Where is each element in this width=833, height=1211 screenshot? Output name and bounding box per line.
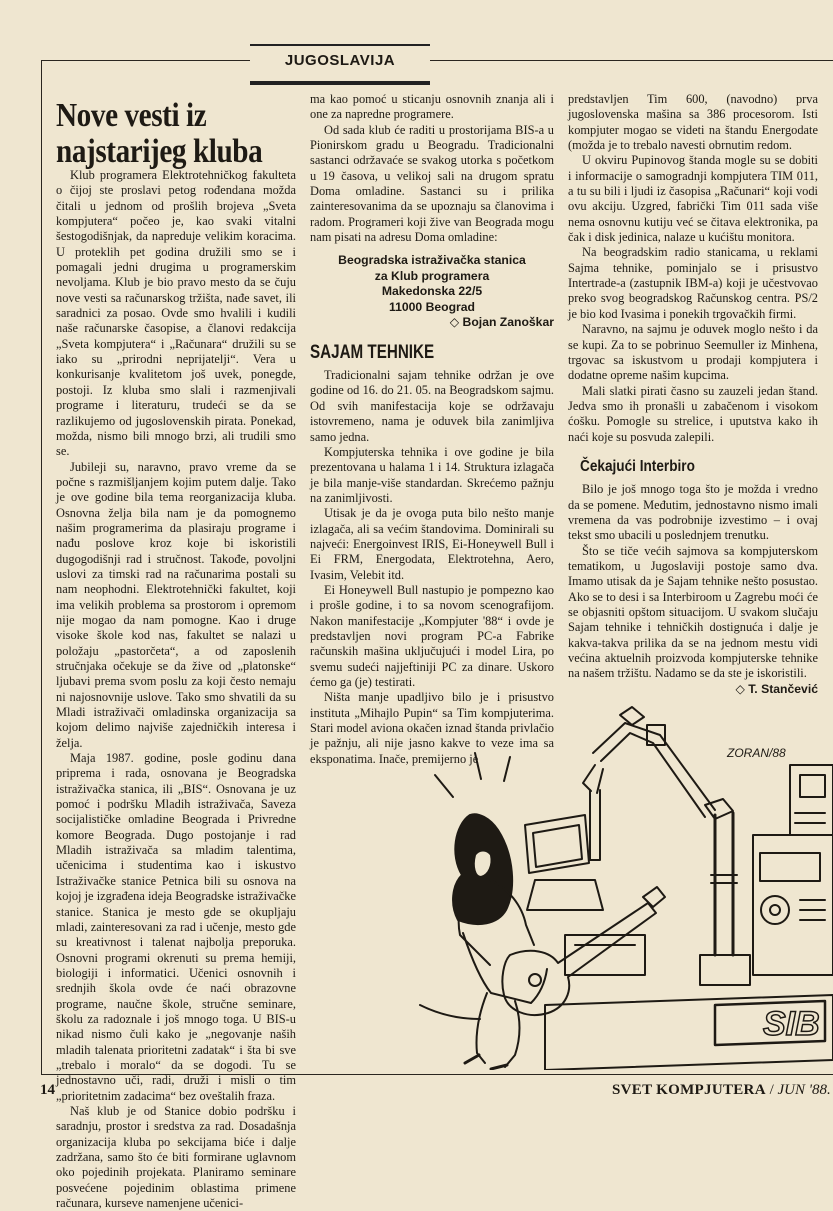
author-signature: ◇ Bojan Zanoškar [449,315,554,330]
club-address [310,253,554,315]
paragraph: Ei Honeywell Bull nastupio je pompezno kao i prošle godine, i to sa novom scenografijom. Nakon manifestacije „Kompjuter '88“ i ovde je predstavljen novi program PC-a Fabrike računskih mašina uključujući i model Lira, po svemu sudeći najjeftiniji PC za dinare. Uskoro ćemo ga (je) testirati. [310,582,554,689]
article-headline [56,98,271,170]
paragraph: Što se tiče većih sajmova sa kompjuterskom tematikom, u Jugoslaviji postoje samo dva. Imamo utisak da je Sajam tehnike nešto posustao. Ako se to desi i sa Interbiroom u Zagrebu moći će se objasniti opštom situacijom. U svakom slučaju Sajam tehnike i tehničkih dostignuća i dalje je kakva-takva prilika da se na jednom mestu vidi većina aktuelnih proizvoda kompjuterske tehnike na našem tržištu. Nadamo se da ste je iskoristili. [568,543,818,681]
headline-line-2: najstarijeg kluba [56,133,263,170]
address-line: za Klub programera [374,268,490,283]
paragraph: Od sada klub će raditi u prostorijama BIS-a u Pionirskom gradu u Beogradu. Tradicionalni sastanci održavaće se svakog utorka s početkom u 19 časova, u velikoj sali na drugom spratu Doma omladine. Sastanci su i prilika zainteresovanima da se upoznaju sa članovima i radom. Programeri koji žive van Beograda mogu nam pisati na adresu Doma omladine: [310,122,554,245]
section-heading-interbiro: Čekajući Interbiro [580,457,695,475]
paragraph: Naš klub je od Stanice dobio podršku i saradnju, prostor i sredstva za rad. Dosadašnja organizacija kluba po sekcijama biće i dalje zadržana, samo što će biti formirane uglavnom oko pojedinih projekata. Planiramo seminare posvećene pojedinim oblastima primene računara, kurseve namenjene učenici- [56,1103,296,1211]
section-rule-bottom [250,81,430,85]
paragraph: Bilo je još mnogo toga što je možda i vredno da se pomene. Međutim, jednostavno nismo imali vremena da vas podrobnije izvestimo – i ovaj tekst smo ubacili u poslednjem trenutku. [568,482,818,543]
column-3 [568,92,818,697]
cartoon-illustration [415,705,833,1070]
section-rule-top [250,44,430,46]
magazine-name: SVET KOMPJUTERA [612,1082,766,1098]
headline-line-1: Nove vesti iz [56,97,207,134]
footer-separator: / [765,1082,778,1098]
address-line: Makedonska 22/5 [381,284,483,299]
author-signature: ◇ T. Stančević [735,681,818,696]
paragraph: Ništa manje upadljivo bilo je i prisustvo instituta „Mihajlo Pupin“ sa Tim kompjuterima. Stari model aviona okačen iznad štanda privlačio je pažnju, ali nije jasno kakve to veze ima sa eksponatima. Inače, premijerno je [310,690,554,766]
column-1 [56,168,296,1211]
cartoon-sign-text: SIB [763,1005,820,1043]
cartoon-artist-signature: ZORAN/88 [727,746,786,760]
paragraph: ma kao pomoć u sticanju osnovnih znanja ali i one za napredne programere. [310,92,554,122]
paragraph: Mali slatki pirati časno su zauzeli jedan štand. Jedva smo ih pronašli u zabačenom i visokom ćošku. Pomogle su strelice, i uputstva kako ih naći koje su posvuda zalepili. [568,383,818,444]
section-heading-sajam: SAJAM TEHNIKE [310,341,435,363]
magazine-footer [612,1082,831,1099]
paragraph: Na beogradskim radio stanicama, u reklami Sajma tehnike, pominjalo se i prisustvo Intertrade-a (zastupnik IBM-a) koji je učestvovao preko svog beogradskog Računskog centra. PS/2 je bio kod Ivasima i ponekih trgovačkih firmi. [568,245,818,321]
column-2 [310,92,554,767]
issue-date: JUN '88. [777,1082,831,1098]
paragraph: predstavljen Tim 600, (navodno) prva jugoslovenska mašina sa 386 procesorom. Isti kompjuter mogao se videti na štandu Energodate (možda je to trebalo navesti obrnutim redom. [568,92,818,153]
address-line: 11000 Beograd [388,299,476,314]
frame-line-top-left [41,60,250,61]
paragraph: Maja 1987. godine, posle godinu dana priprema i rada, osnovana je Beogradska istraživačka stanica, ili „BIS“. Osnovana je uz pomoć i podršku Mladih istraživača, Saveza socijalističke omladine Beograda i Privredne komore Beograda. Dugo postojanje i rad Mladih istraživača sa mladim talentima, učenicima i studentima kao i iskustvo Istraživačke stanice Petnica bili su osnova na kojoj je izgrađena ideja Beogradske istraživačke stanice. Stanica je mesto gde se okupljaju mladi, zainteresovani za rad i učenje, mesto gde su kreativnost i talenat najbolja preporuka. Osnovni programi okrenuti su prema hemiji, biologiji i informatici. Učenici osnovnih i srednjih škola ovde će naći obrazovne programe, naučne škole, stručne seminare, školu za radoznale i još mnogo toga. U BIS-u nikad nismo čuli kako je „negovanje naših mladih talenata prioritetni zadatak“ i šta bi sve „trebalo i moralo“ da se dogodi. Tu se jednostavno uči, radi, druži i misli o tim „prioritetnim zadacima“ bez oveštalih fraza. [56,751,296,1103]
paragraph: U okviru Pupinovog štanda mogle su se dobiti i informacije o samogradnji kompjutera TIM 011, a tu su bili i ljudi iz časopisa „Računari“ koji vodi ovu akciju. Uzgred, fabrički Tim 011 sada više nema osnovnu kutiju već se čitava elektronika, pa čak i disk jedinica, nalaze u kućištu monitora. [568,153,818,245]
frame-line-left [41,60,42,1075]
paragraph: Klub programera Elektrotehničkog fakulteta o čijoj ste proslavi petog rođendana možda čitali u jednom od prošlih brojeva „Sveta kompjutera“ počeo je, kao svaki vitalni šestogodišnjak, da napreduje velikim koracima. U proteklih pet godina družili smo se i pomagali jedni drugima u programerskim nevoljama. Klub je bio pravo mesto da se čuju nove vesti sa računarskog tržišta, nađe savet, ili saradnici za posao. Ovde smo hvalili i kudili naše računarske časopise, a članovi redakcija „Sveta kompjutera“ i „Računara“ družili su se iako su „prirodni neprijatelji“. Vera u konkurisanje kvalitetom još uvek, ponegde, postoji. Iz kluba smo slali i razmenjivali programe i literaturu, trudeći se da se razlikujemo od jugoslovenskih pirata. Ponekad, možda, nismo bili mnogo brzi, ali trudili smo se. [56,168,296,459]
paragraph: Naravno, na sajmu je oduvek moglo nešto i da se kupi. Za to se pobrinuo Seemuller iz Minhena, trgovac sa iskustvom u prodaji kompjutera i dodatne opreme našim kupcima. [568,322,818,383]
paragraph: Jubileji su, naravno, pravo vreme da se počne s razmišljanjem kojim putem dalje. Tako je ove godine bila tema reorganizacija kluba. Osnovna želja bila nam je da pomognemo našim programerima da plasiraju programe i nađu poslove kroz koje bi iskoristili dugogodišnji rad i stručnost. Takođe, povoljni uslovi za timski rad na računarima postali su nam neophodni. Elektrotehnički fakultet, koji ima velikih problema sa prostorom i opremom nije mogao da nam pomogne. Kao i druge visoke škole kod nas, fakultet se nalazi u položaju „pastorčeta“, a od zaposlenih stručnjaka očekuje se da žive od „platonske“ ljubavi prema svom poslu za koji često nemaju ni najosnovnije uslove. Tako smo shvatili da su Mladi istraživači omladinska organizacija sa kojom delimo najviše zajedničkih interesa i želja. [56,459,296,750]
paragraph: Utisak je da je ovoga puta bilo nešto manje izlagača, ali sa većim štandovima. Dominirali su najveći: Energoinvest IRIS, Ei-Honeywell Bull i Ei FRM, Energodata, Elektrotehna, Aero, Ivasim, Velebit itd. [310,506,554,582]
frame-line-top-right [430,60,833,61]
page-number: 14 [40,1082,55,1098]
address-line: Beogradska istraživačka stanica [338,253,526,268]
paragraph: Tradicionalni sajam tehnike održan je ove godine od 16. do 21. 05. na Beogradskom sajmu. Od svih manifestacija koje se održavaju istovremeno, nama je oduvek bila zanimljiva samo jedna. [310,368,554,444]
section-tag: JUGOSLAVIJA [284,52,396,69]
paragraph: Kompjuterska tehnika i ove godine je bila prezentovana u halama 1 i 14. Struktura izlagača je bila manje-više standardan. Skrećemo pažnju na zanimljivosti. [310,444,554,505]
